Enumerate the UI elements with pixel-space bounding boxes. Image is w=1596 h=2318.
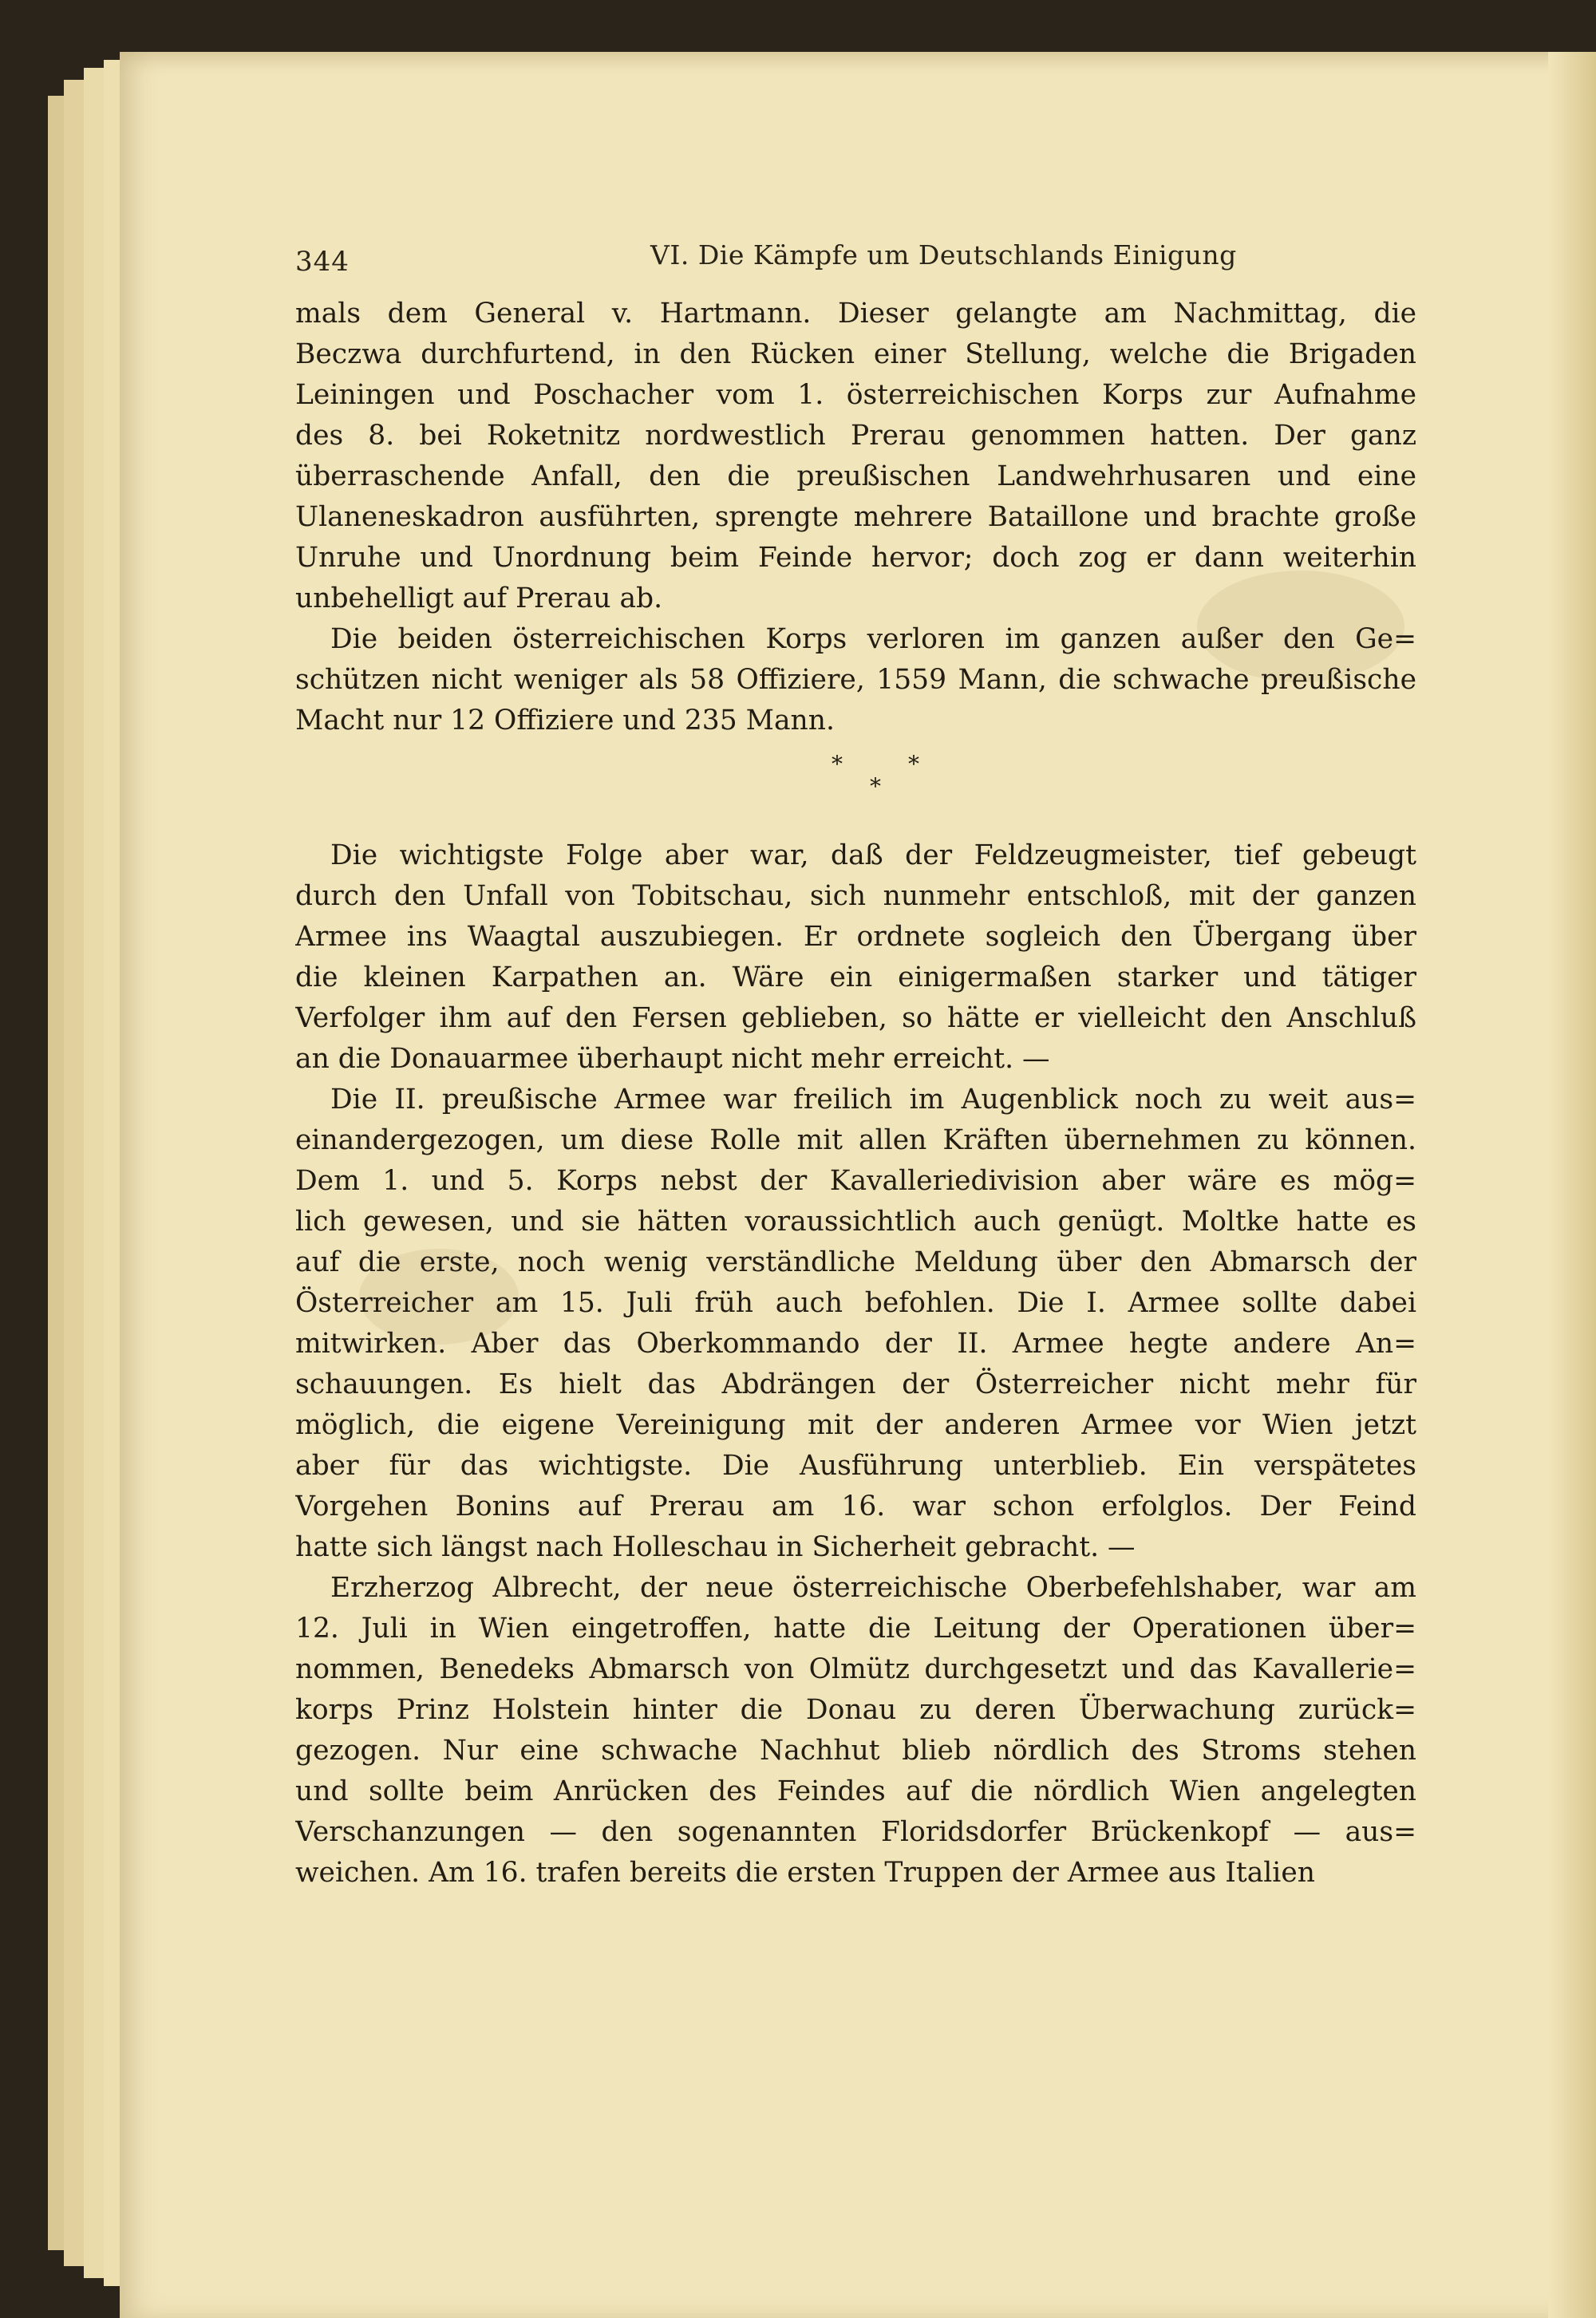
text-line: Beczwa durchfurtend, in den Rücken einer Stellung, welche die Brigaden — [295, 338, 1416, 370]
body-text — [295, 294, 1416, 1893]
page-number: 344 — [295, 246, 350, 278]
text-line: Die II. preußische Armee war freilich im Augenblick noch zu weit aus= — [330, 1084, 1416, 1116]
text-line: nommen, Benedeks Abmarsch von Olmütz durchgesetzt und das Kavallerie= — [295, 1653, 1416, 1685]
text-line: unbehelligt auf Prerau ab. — [295, 582, 663, 614]
text-line: Die beiden österreichischen Korps verloren im ganzen außer den Ge= — [330, 623, 1416, 655]
paragraph — [295, 1080, 1416, 1568]
text-line: möglich, die eigene Vereinigung mit der anderen Armee vor Wien jetzt — [295, 1409, 1416, 1441]
text-line: Verschanzungen — den sogenannten Floridsdorfer Brückenkopf — aus= — [295, 1816, 1416, 1848]
text-line: gezogen. Nur eine schwache Nachhut blieb nördlich des Stroms stehen — [295, 1735, 1416, 1767]
text-line: hatte sich längst nach Holleschau in Sicherheit gebracht. — — [295, 1531, 1136, 1563]
section-divider — [295, 741, 1416, 835]
paragraph — [295, 294, 1416, 619]
page-spine-shadow — [1548, 52, 1596, 2318]
text-line: Erzherzog Albrecht, der neue österreichische Oberbefehlshaber, war am — [330, 1572, 1416, 1604]
text-line: aber für das wichtigste. Die Ausführung unterblieb. Ein verspätetes — [295, 1450, 1416, 1482]
text-line: des 8. bei Roketnitz nordwestlich Prerau genommen hatten. Der ganz — [295, 420, 1416, 452]
text-line: einandergezogen, um diese Rolle mit allen Kräften übernehmen zu können. — [295, 1124, 1416, 1156]
text-line: Österreicher am 15. Juli früh auch befohlen. Die I. Armee sollte dabei — [295, 1287, 1416, 1319]
paragraph — [295, 619, 1416, 741]
text-line: schützen nicht weniger als 58 Offiziere, 1559 Mann, die schwache preußische — [295, 664, 1416, 696]
text-line: überraschende Anfall, den die preußischen Landwehrhusaren und eine — [295, 460, 1416, 492]
divider-asterisk: * — [870, 773, 881, 800]
text-line: weichen. Am 16. trafen bereits die ersten Truppen der Armee aus Italien — [295, 1857, 1315, 1889]
text-line: lich gewesen, und sie hätten voraussichtlich auch genügt. Moltke hatte es — [295, 1206, 1416, 1238]
text-line: die kleinen Karpathen an. Wäre ein einigermaßen starker und tätiger — [295, 962, 1416, 993]
paragraph — [295, 835, 1416, 1080]
text-line: Macht nur 12 Offiziere und 235 Mann. — [295, 705, 835, 736]
text-line: und sollte beim Anrücken des Feindes auf die nördlich Wien angelegten — [295, 1775, 1416, 1807]
text-line: durch den Unfall von Tobitschau, sich nunmehr entschloß, mit der ganzen — [295, 880, 1416, 912]
page-header — [295, 231, 1412, 279]
text-line: Ulaneneskadron ausführten, sprengte mehrere Bataillone und brachte große — [295, 501, 1416, 533]
text-line: mitwirken. Aber das Oberkommando der II. Armee hegte andere An= — [295, 1328, 1416, 1360]
text-line: Verfolger ihm auf den Fersen geblieben, so hätte er vielleicht den Anschluß — [295, 1002, 1416, 1034]
text-line: auf die erste, noch wenig verständliche Meldung über den Abmarsch der — [295, 1246, 1416, 1278]
running-title: VI. Die Kämpfe um Deutschlands Einigung — [650, 239, 1237, 270]
text-line: Die wichtigste Folge aber war, daß der Feldzeugmeister, tief gebeugt — [330, 839, 1416, 871]
divider-asterisk: * — [908, 751, 919, 777]
text-line: Vorgehen Bonins auf Prerau am 16. war schon erfolglos. Der Feind — [295, 1491, 1416, 1522]
text-line: Leiningen und Poschacher vom 1. österreichischen Korps zur Aufnahme — [295, 379, 1416, 411]
text-line: korps Prinz Holstein hinter die Donau zu deren Überwachung zurück= — [295, 1694, 1416, 1726]
divider-asterisk: * — [832, 751, 843, 777]
text-line: Unruhe und Unordnung beim Feinde hervor; doch zog er dann weiterhin — [295, 542, 1416, 574]
text-line: 12. Juli in Wien eingetroffen, hatte die Leitung der Operationen über= — [295, 1613, 1416, 1645]
paragraph — [295, 1568, 1416, 1893]
text-line: mals dem General v. Hartmann. Dieser gelangte am Nachmittag, die — [295, 298, 1416, 330]
text-line: an die Donauarmee überhaupt nicht mehr erreicht. — — [295, 1043, 1050, 1075]
text-line: Dem 1. und 5. Korps nebst der Kavalleriedivision aber wäre es mög= — [295, 1165, 1416, 1197]
text-line: schauungen. Es hielt das Abdrängen der Österreicher nicht mehr für — [295, 1368, 1416, 1400]
text-line: Armee ins Waagtal auszubiegen. Er ordnete sogleich den Übergang über — [295, 921, 1416, 953]
